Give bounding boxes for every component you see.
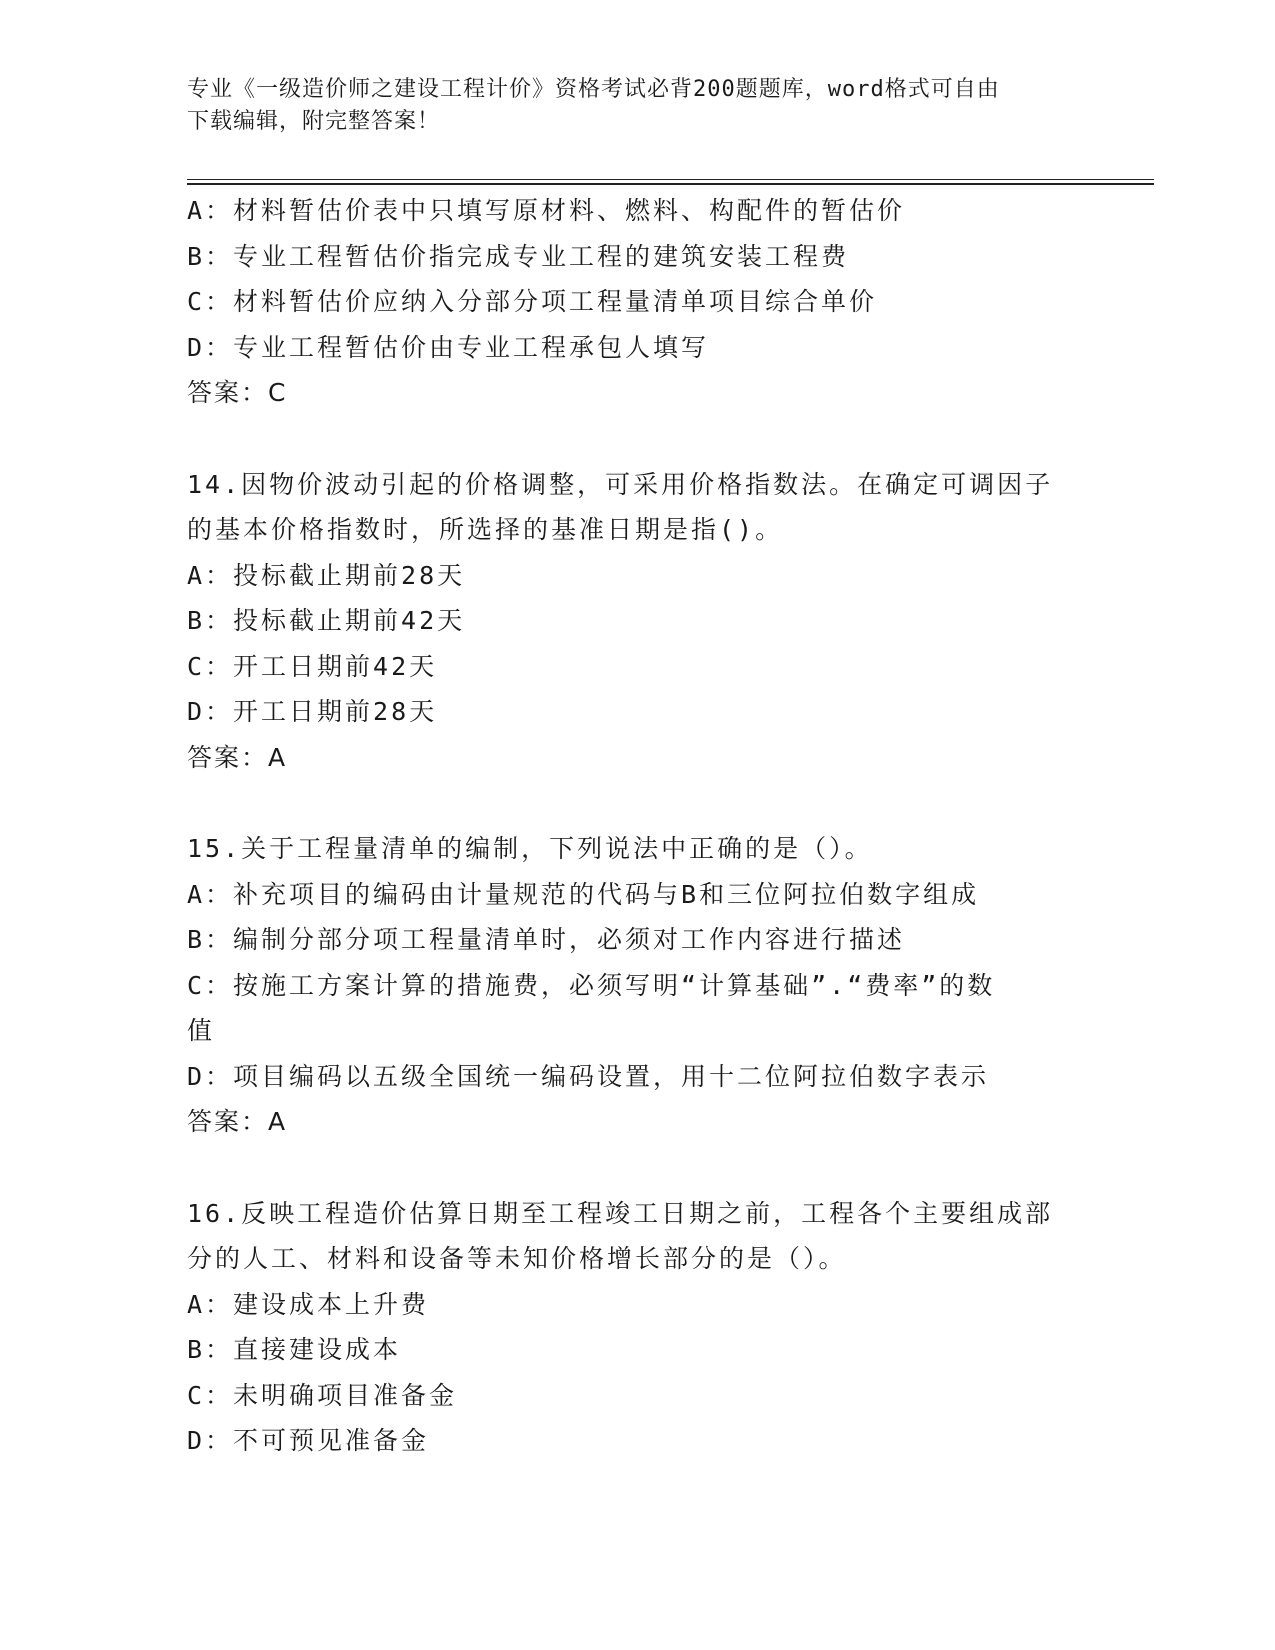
question-14	[187, 462, 1087, 781]
option-c: C：开工日期前42天	[187, 651, 438, 681]
question-16	[187, 1191, 1087, 1464]
answer-line: 答案：A	[187, 1107, 288, 1136]
question-15	[187, 826, 1087, 1145]
option-d: D：不可预见准备金	[187, 1426, 430, 1455]
option-c: C：未明确项目准备金	[187, 1380, 458, 1410]
question-content	[187, 188, 1087, 1464]
option-c: C：材料暂估价应纳入分部分项工程量清单项目综合单价	[187, 287, 878, 316]
option-b: B：编制分部分项工程量清单时，必须对工作内容进行描述	[187, 925, 906, 954]
header-divider-thin	[187, 179, 1154, 180]
option-b: B：专业工程暂估价指完成专业工程的建筑安装工程费	[187, 241, 850, 271]
question-13-partial	[187, 188, 1087, 416]
spacer	[187, 1145, 1087, 1191]
option-a: A：投标截止期前28天	[187, 560, 466, 590]
option-b: B：投标截止期前42天	[187, 606, 466, 635]
header-line-1: 专业《一级造价师之建设工程计价》资格考试必背200题题库，word格式可自由	[187, 77, 1000, 102]
option-d: D：专业工程暂估价由专业工程承包人填写	[187, 332, 710, 362]
question-stem-line: 15.关于工程量清单的编制，下列说法中正确的是（）。	[187, 834, 873, 863]
option-a: A：补充项目的编码由计量规范的代码与B和三位阿拉伯数字组成	[187, 879, 980, 909]
option-d: D：项目编码以五级全国统一编码设置，用十二位阿拉伯数字表示	[187, 1061, 990, 1091]
question-stem-line: 14.因物价波动引起的价格调整，可采用价格指数法。在确定可调因子	[187, 469, 1054, 499]
question-stem-line: 16.反映工程造价估算日期至工程竣工日期之前，工程各个主要组成部	[187, 1198, 1054, 1228]
spacer	[187, 416, 1087, 462]
option-c-continued: 值	[187, 1016, 216, 1045]
header-divider-thick	[187, 183, 1154, 185]
option-a: A：材料暂估价表中只填写原材料、燃料、构配件的暂估价	[187, 196, 906, 225]
spacer	[187, 780, 1087, 826]
option-b: B：直接建设成本	[187, 1335, 402, 1364]
question-stem-line: 分的人工、材料和设备等未知价格增长部分的是（）。	[187, 1244, 847, 1273]
answer-line: 答案：A	[187, 742, 288, 772]
header-line-2: 下载编辑，附完整答案！	[187, 109, 441, 134]
question-stem-line: 的基本价格指数时，所选择的基准日期是指()。	[187, 515, 784, 544]
answer-line: 答案：C	[187, 378, 288, 407]
option-c: C：按施工方案计算的措施费，必须写明“计算基础”.“费率”的数	[187, 970, 996, 1000]
option-d: D：开工日期前28天	[187, 697, 438, 726]
option-a: A：建设成本上升费	[187, 1289, 430, 1319]
document-header	[187, 74, 1087, 138]
